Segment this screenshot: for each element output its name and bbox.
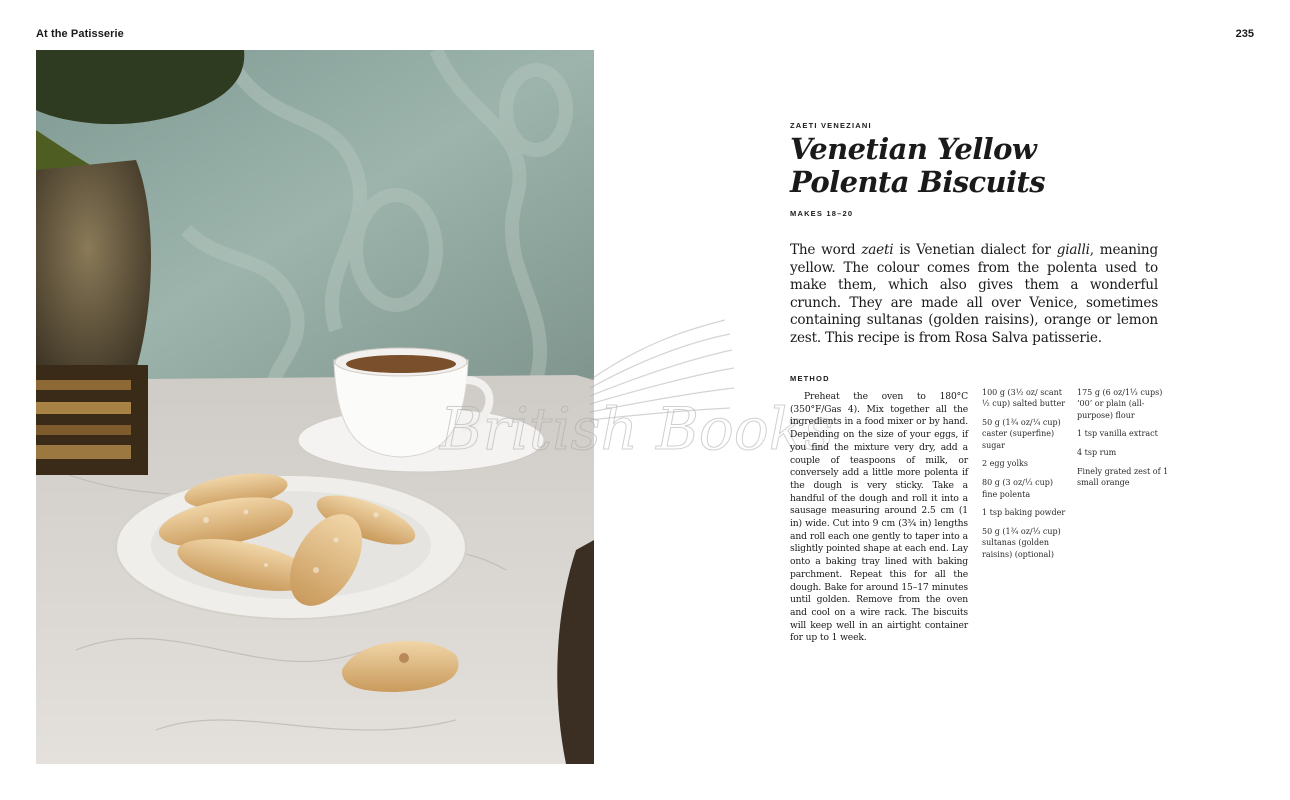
- method-text: Preheat the oven to 180°C (350°F/Gas 4). Mix together all the ingredients in a food mixer or by hand. Depending on the size of your eggs, if you find the mixture very dry, add a couple of teaspoons of milk, or conversely add a little more polenta if the dough is very sticky. Take a handful of the dough and roll it into a sausage measuring around 2.5 cm (1 in) wide. Cut into 9 cm (3¾ in) lengths and roll each one gently to taper into a slightly pointed shape at each end. Lay onto a baking tray lined with baking parchment. Repeat this for all the dough. Bake for around 15–17 minutes until golden. Remove from the oven and cool on a wire rack. The biscuits will keep well in an airtight container for up to 1 week.: [790, 391, 968, 644]
- intro-text-segment: , meaning yellow. The colour comes from the polenta used to make them, which also gives them a wonderful crunch. They are made all over Venice, sometimes containing sultanas (golden raisins), orange or lemon zest. This recipe is from Rosa Salva patisserie.: [790, 242, 1158, 346]
- ingredient-item: 1 tsp baking powder: [982, 508, 1066, 518]
- recipe-yield: MAKES 18–20: [790, 209, 854, 218]
- recipe-kicker: ZAETI VENEZIANI: [790, 121, 872, 130]
- ingredient-item: 80 g (3 oz/⅓ cup) fine polenta: [982, 478, 1054, 499]
- page-number: 235: [1235, 28, 1254, 40]
- recipe-title-line-1: Venetian Yellow: [790, 132, 1037, 166]
- ingredient-item: 175 g (6 oz/1⅓ cups) ‘00’ or plain (all-purpose) flour: [1077, 388, 1163, 420]
- ingredient-item: 4 tsp rum: [1077, 448, 1117, 458]
- ingredient-item: 1 tsp vanilla extract: [1077, 429, 1158, 439]
- ingredient-item: 2 egg yolks: [982, 459, 1028, 469]
- ingredients-column-1: [982, 387, 1070, 568]
- intro-text-segment: The word: [790, 242, 862, 258]
- running-head: At the Patisserie: [36, 28, 124, 40]
- watermark-text: British Books: [440, 395, 834, 463]
- recipe-title: [790, 133, 1150, 199]
- intro-text-segment: is Venetian dialect for: [893, 242, 1057, 258]
- intro-italic-term: zaeti: [861, 242, 894, 258]
- ingredient-item: Finely grated zest of 1 small orange: [1077, 466, 1169, 488]
- ingredients-column-2: [1077, 387, 1169, 496]
- recipe-intro: [790, 242, 1158, 348]
- ingredient-item: 50 g (1¾ oz/¼ cup) caster (superfine) sugar: [982, 418, 1061, 450]
- ingredient-item: 50 g (1¾ oz/⅓ cup) sultanas (golden raisins) (optional): [982, 527, 1061, 559]
- recipe-title-line-2: Polenta Biscuits: [790, 165, 1045, 199]
- intro-italic-term: gialli: [1056, 242, 1090, 258]
- ingredient-item: 100 g (3½ oz/ scant ½ cup) salted butter: [982, 388, 1066, 409]
- recipe-photo: [36, 50, 594, 764]
- method-heading: METHOD: [790, 374, 830, 383]
